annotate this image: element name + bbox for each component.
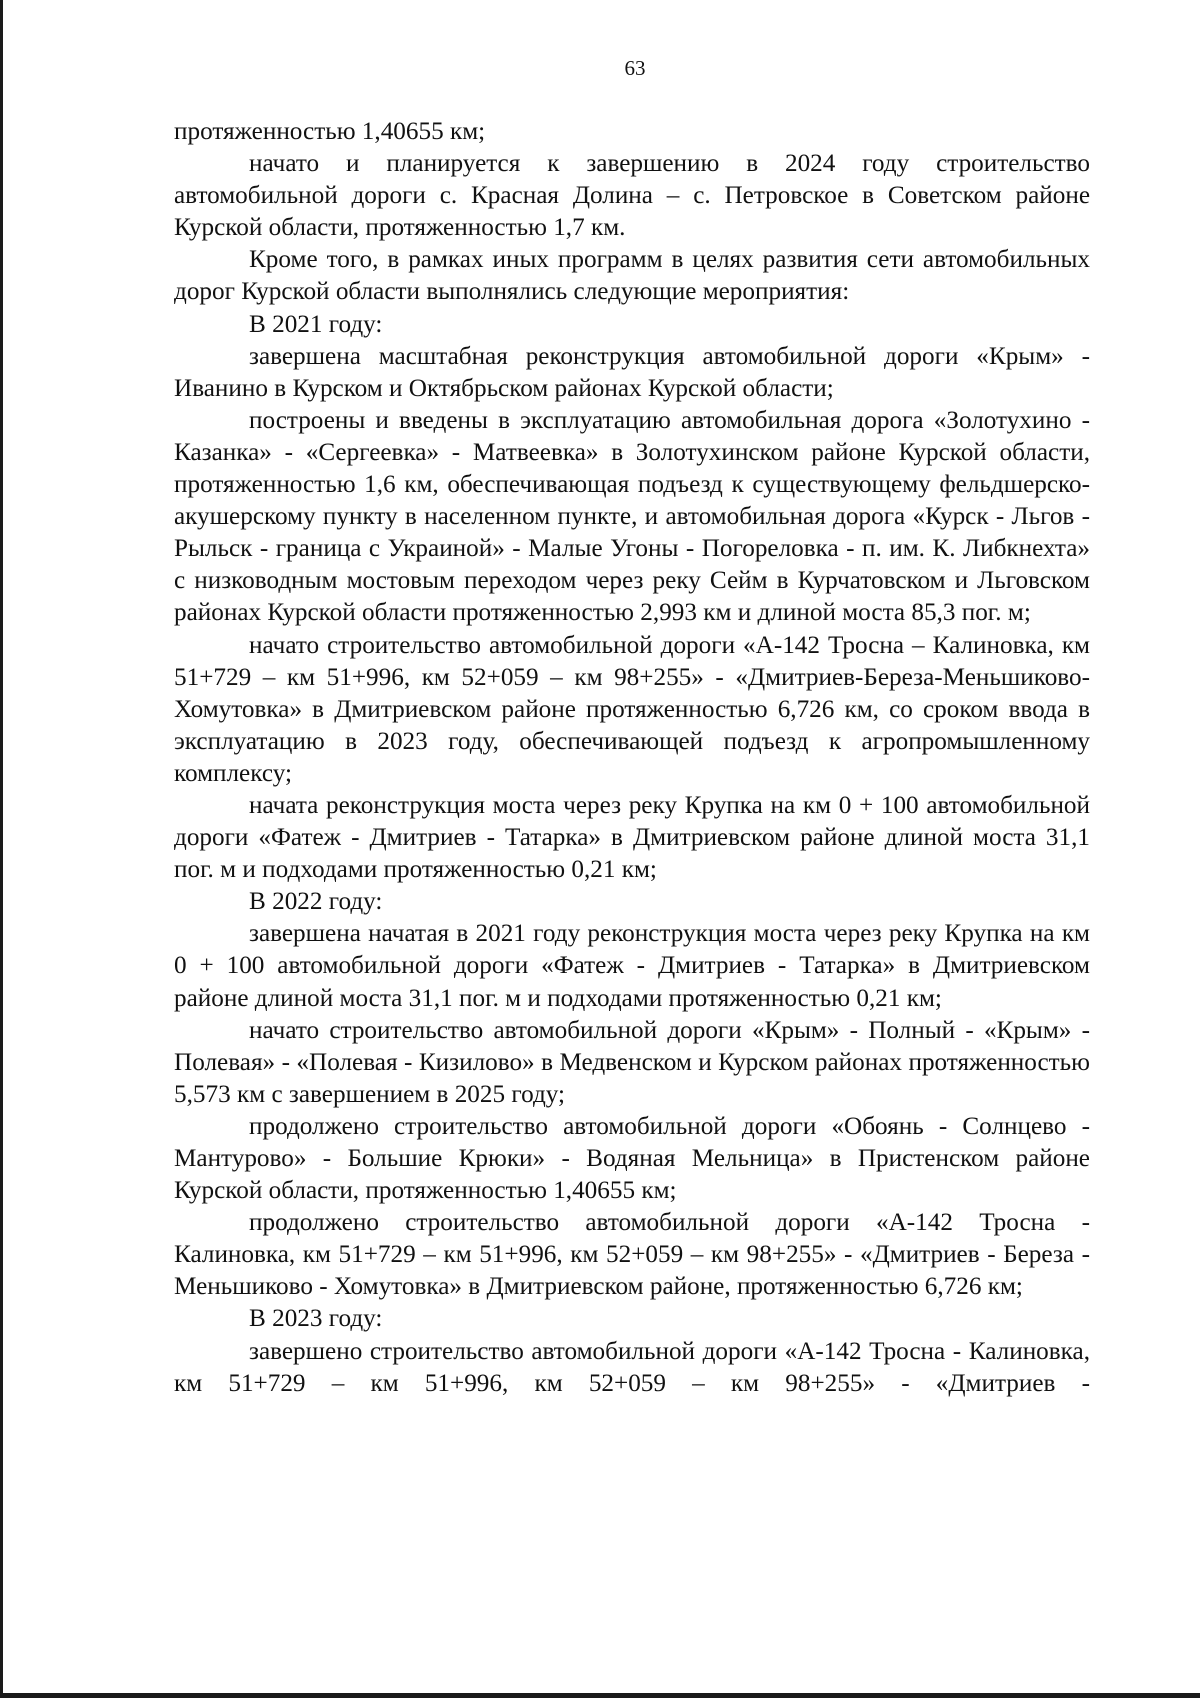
paragraph: начато строительство автомобильной дороги «А-142 Тросна – Калиновка, км 51+729 – км 51+996, км 52+059 – км 98+255» - «Дмитриев-Береза-Меньшиково-Хомутовка» в Дмитриевском районе протяженностью 6,726 км, со сроком ввода в эксплуатацию в 2023 году, обеспечивающей подъезд к агропромышленному комплексу; [174, 631, 1090, 787]
paragraph: начата реконструкция моста через реку Крупка на км 0 + 100 автомобильной дороги «Фатеж - Дмитриев - Татарка» в Дмитриевском районе длиной моста 31,1 пог. м и подходами протяженностью 0,21 км; [174, 791, 1090, 884]
paragraph: завершена масштабная реконструкция автомобильной дороги «Крым» - Иванино в Курском и Октябрьском районах Курской области; [174, 342, 1090, 402]
paragraph: завершено строительство автомобильной дороги «А-142 Тросна - Калиновка, км 51+729 – км 51+996, км 52+059 – км 98+255» - «Дмитриев - [174, 1337, 1090, 1397]
paragraph: построены и введены в эксплуатацию автомобильная дорога «Золотухино - Казанка» - «Сергеевка» - Матвеевка» в Золотухинском районе Курской области, протяженностью 1,6 км, обеспечивающая подъезд к существующему фельдшерско-акушерскому пункту в населенном пункте, и автомобильная дорога «Курск - Льгов - Рыльск - граница с Украиной» - Малые Угоны - Погореловка - п. им. К. Либкнехта» с низководным мостовым переходом через реку Сейм в Курчатовском и Льговском районах Курской области протяженностью 2,993 км и длиной моста 85,3 пог. м; [174, 406, 1090, 627]
paragraph: продолжено строительство автомобильной дороги «А-142 Тросна - Калиновка, км 51+729 – км 51+996, км 52+059 – км 98+255» - «Дмитриев - Береза - Меньшиково - Хомутовка» в Дмитриевском районе, протяженностью 6,726 км; [174, 1209, 1090, 1301]
paragraph-continuation: протяженностью 1,40655 км; [174, 118, 486, 145]
year-heading: В 2021 году: [249, 310, 383, 338]
paragraph: Кроме того, в рамках иных программ в целях развития сети автомобильных дорог Курской области выполнялись следующие мероприятия: [174, 246, 1090, 306]
paragraph: начато строительство автомобильной дороги «Крым» - Полный - «Крым» - Полевая» - «Полевая - Кизилово» в Медвенском и Курском районах протяженностью 5,573 км с завершением в 2025 году; [174, 1016, 1090, 1108]
year-heading: В 2023 году: [249, 1305, 383, 1333]
paragraph: начато и планируется к завершению в 2024 году строительство автомобильной дороги с. Красная Долина – с. Петровское в Советском районе Курской области, протяженностью 1,7 км. [174, 150, 1090, 242]
document-body [174, 116, 1090, 1400]
page-number: 63 [624, 56, 646, 80]
paragraph: продолжено строительство автомобильной дороги «Обоянь - Солнцево - Мантурово» - Большие Крюки» - Водяная Мельница» в Пристенском районе Курской области, протяженностью 1,40655 км; [174, 1112, 1090, 1205]
year-heading: В 2022 году: [249, 888, 383, 916]
paragraph: завершена начатая в 2021 году реконструкция моста через реку Крупка на км 0 + 100 автомобильной дороги «Фатеж - Дмитриев - Татарка» в Дмитриевском районе длиной моста 31,1 пог. м и подходами протяженностью 0,21 км; [174, 920, 1090, 1012]
